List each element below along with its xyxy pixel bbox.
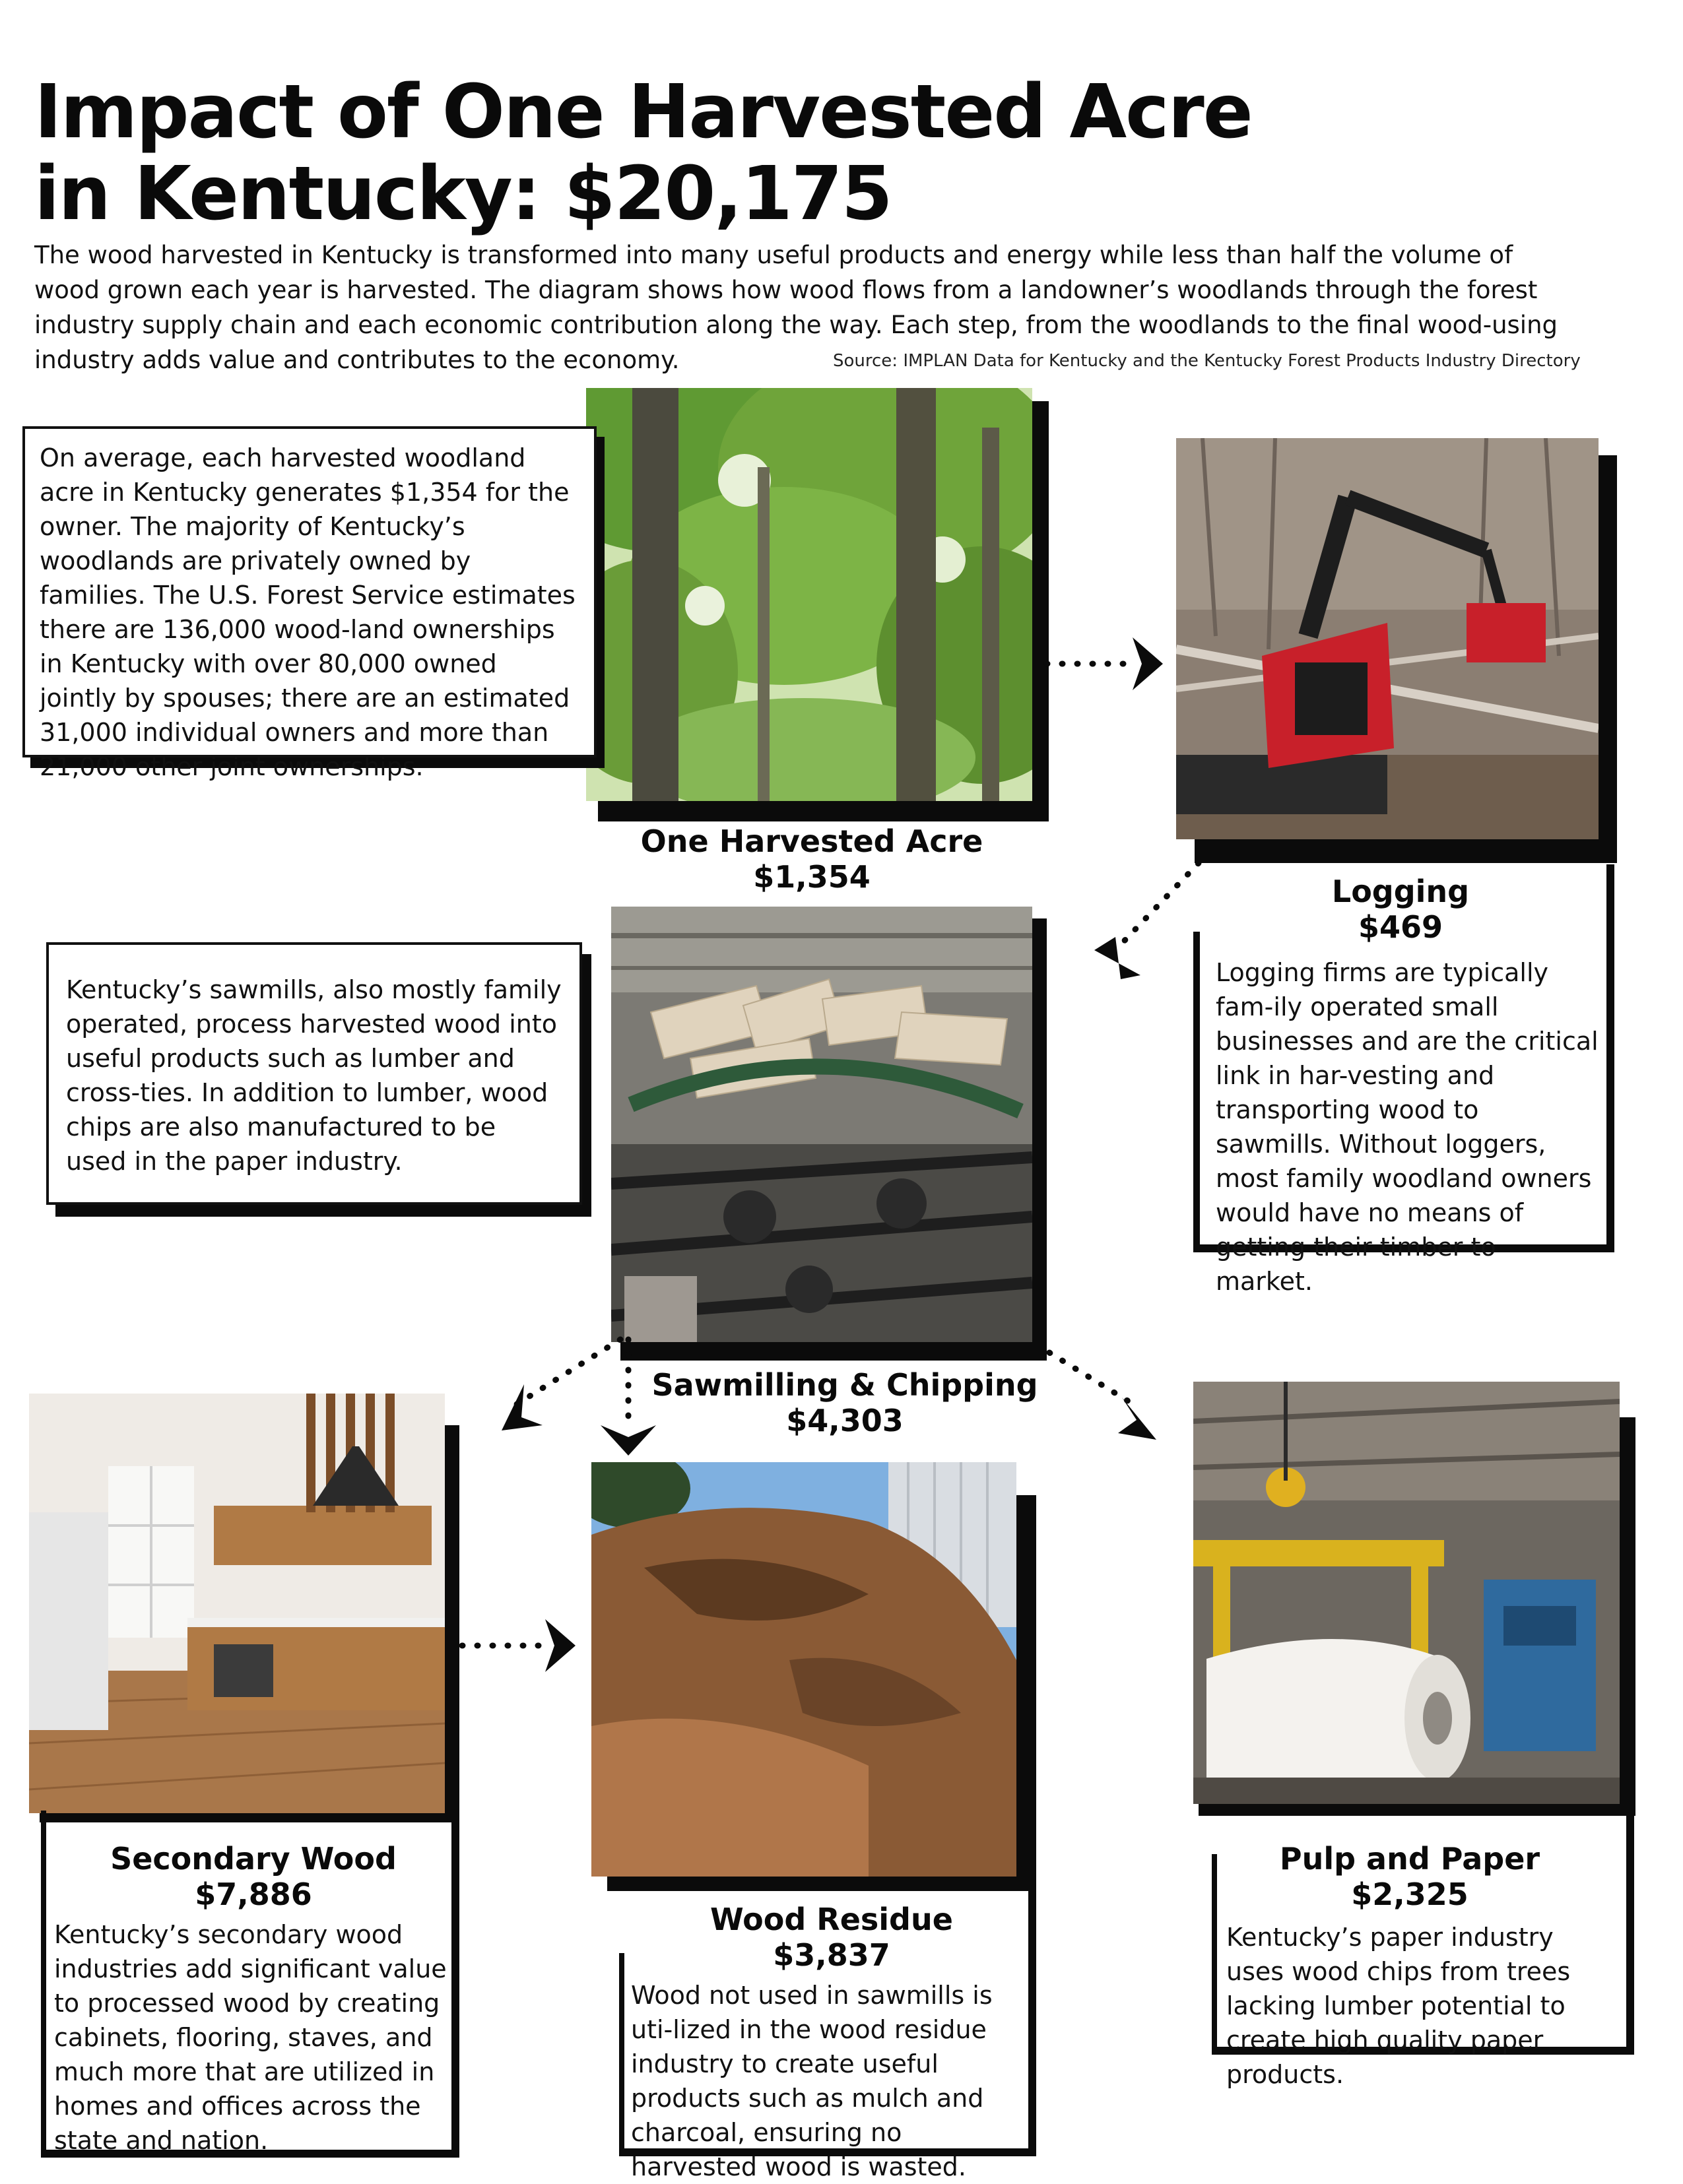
arrowhead-residue xyxy=(601,1425,656,1456)
arrowhead-residue-from-secondary xyxy=(545,1619,576,1672)
paper-amount: $2,325 xyxy=(1351,1877,1468,1912)
intro-paragraph: The wood harvested in Kentucky is transformed into many useful products and energy while less than half the volume of wood grown each year is harvested. The diagram shows how wood flows from a landowner’s woodlands through the forest industry supply chain and each economic contribution along the way. Each step, from the woodlands to the final wood-using industry adds value and contributes to the economy. xyxy=(34,241,1558,374)
arrowhead-secondary xyxy=(502,1384,543,1430)
secondary-amount: $7,886 xyxy=(195,1877,312,1912)
sawmill-description: Kentucky’s sawmills, also mostly family operated, process harvested wood into useful products such as lumber and cross-ties. In addition to lumber, wood chips are also manufactured to be used in the paper industry. xyxy=(66,975,562,1176)
logging-title: Logging xyxy=(1331,874,1470,909)
paper-title: Pulp and Paper xyxy=(1279,1841,1540,1877)
paper-description: Kentucky’s paper industry uses wood chips from trees lacking lumber potential to create high quality paper products. xyxy=(1226,1923,1571,2089)
source-note: Source: IMPLAN Data for Kentucky and the Kentucky Forest Products Industry Directory xyxy=(833,351,1581,371)
title-line-2: in Kentucky: $20,175 xyxy=(34,151,892,237)
arrowhead-sawmill xyxy=(1094,937,1140,979)
residue-description: Wood not used in sawmills is uti-lized in the wood residue industry to create useful products such as mulch and charcoal, ensuring no harvested wood is wasted. xyxy=(631,1981,993,2181)
acre-amount: $1,354 xyxy=(753,859,871,895)
residue-title: Wood Residue xyxy=(710,1902,953,1937)
arrow-sawmill-to-secondary xyxy=(515,1339,620,1405)
logging-amount: $469 xyxy=(1358,909,1443,945)
sawmill-amount: $4,303 xyxy=(786,1403,904,1438)
residue-amount: $3,837 xyxy=(773,1937,890,1973)
arrow-logging-to-sawmill xyxy=(1115,863,1199,950)
sawmill-title: Sawmilling & Chipping xyxy=(651,1367,1038,1403)
acre-title: One Harvested Acre xyxy=(640,823,983,859)
arrow-sawmill-to-paper xyxy=(1049,1353,1135,1405)
arrowhead-logging xyxy=(1133,637,1163,690)
secondary-title: Secondary Wood xyxy=(110,1841,397,1877)
secondary-description: Kentucky’s secondary wood industries add significant value to processed wood by creating cabinets, flooring, staves, and much more that are utilized in homes and offices across the state and nation. xyxy=(54,1920,447,2155)
title-line-1: Impact of One Harvested Acre xyxy=(34,69,1252,155)
acre-description: On average, each harvested woodland acre in Kentucky generates $1,354 for the owner. The majority of Kentucky’s woodlands are privately owned by families. The U.S. Forest Service estimates there are 136,000 wood-land ownerships in Kentucky with over 80,000 owned jointly by spouses; there are an estimated 31,000 individual owners and more than 21,000 other joint ownerships. xyxy=(40,443,576,781)
arrowhead-paper xyxy=(1118,1397,1156,1440)
logging-description: Logging firms are typically fam-ily operated small businesses and are the critical link in har-vesting and transporting wood to sawmills. Without loggers, most family woodland owners would have no means of getting their timber to market. xyxy=(1216,958,1599,1296)
